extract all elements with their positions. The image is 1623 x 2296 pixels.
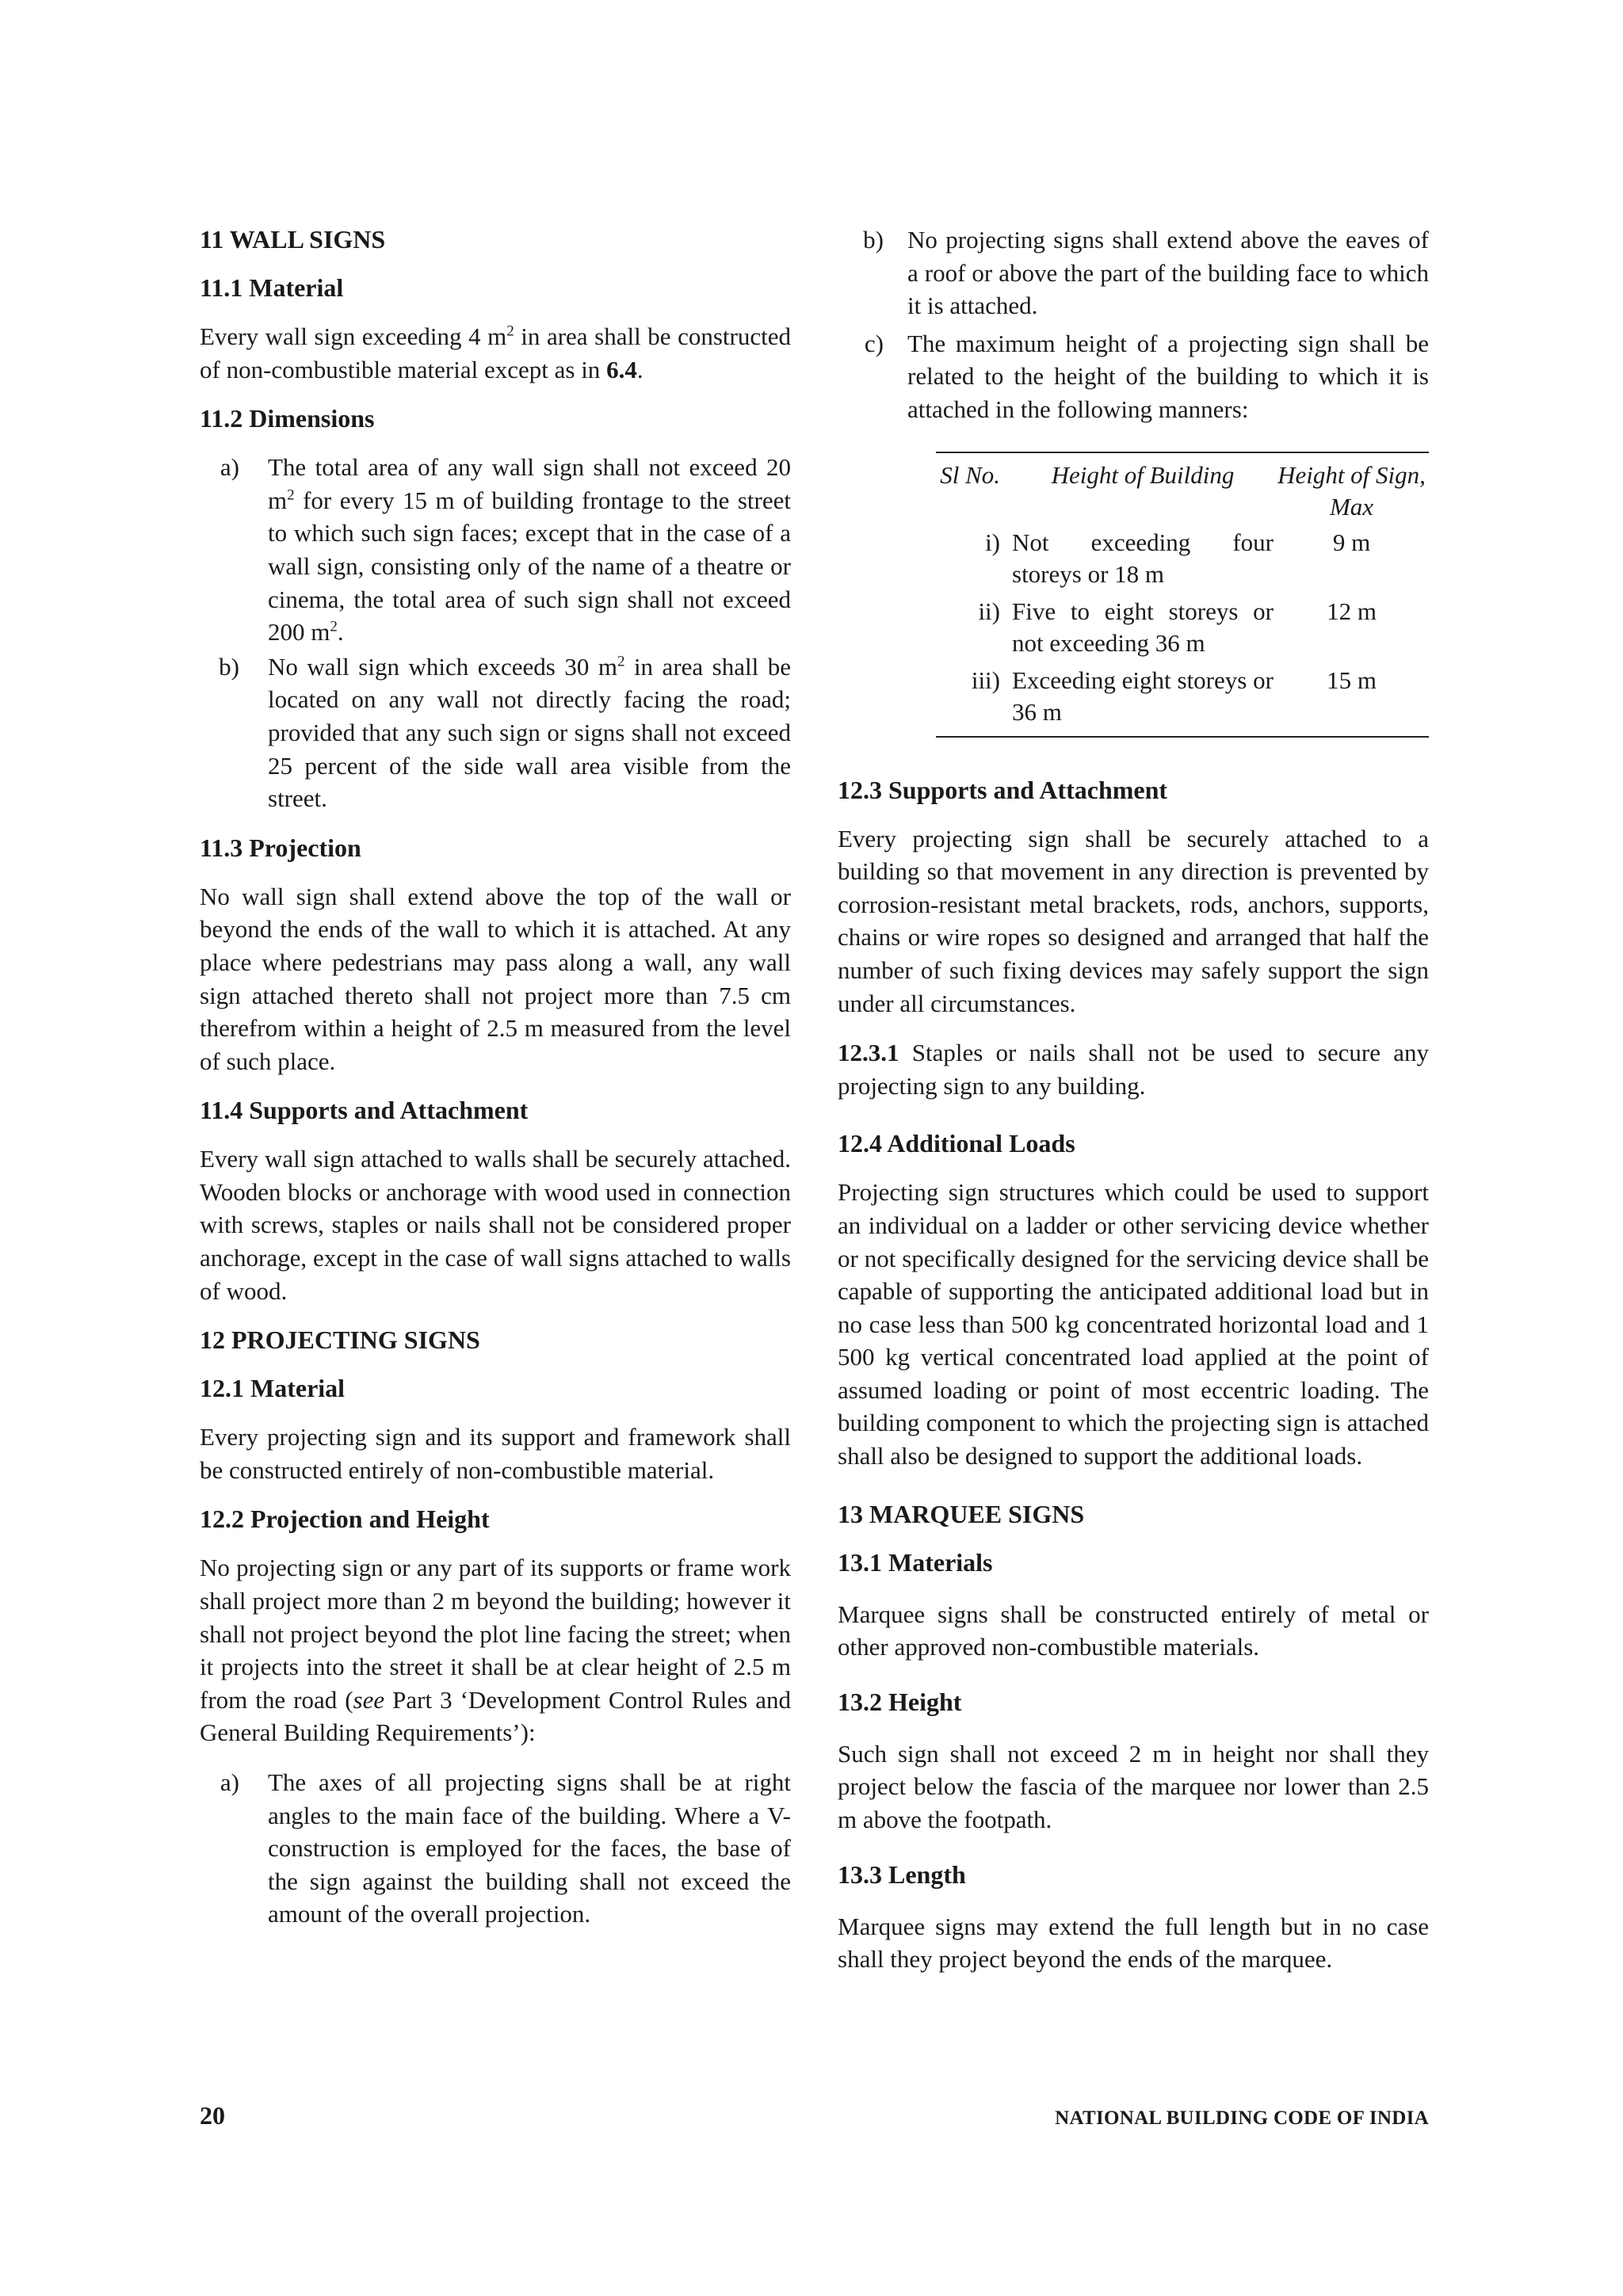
section-11-3-text: No wall sign shall extend above the top of the wall or beyond the ends of the wall to which it is attached. At any place where pedestrians may pass along a wall, any wall sign attached thereto shall not project more than 7.5 cm therefrom within a height of 2.5 m measured from the level of such place. <box>200 882 791 1075</box>
section-11-4-heading: 11.4 Supports and Attachment <box>200 1096 529 1125</box>
page-footer <box>200 2101 1429 2130</box>
right-column <box>838 223 1429 1993</box>
column-header-building-height: Height of Building <box>1051 460 1235 489</box>
table-cell-building: Five to eight storeys or not exceeding 36 m <box>1012 597 1274 657</box>
table-cell-sl: iii) <box>971 666 1000 694</box>
table-cell-building: Exceeding eight storeys or 36 m <box>1012 666 1274 726</box>
table-cell-building: Not exceeding four storeys or 18 m <box>1012 528 1274 588</box>
section-11-1-text: Every wall sign exceeding 4 $m^2$ in area shall be constructed of non-combustible material except as in 6.4. <box>200 322 791 383</box>
section-11-2-heading: 11.2 Dimensions <box>200 404 375 433</box>
section-11-3-heading: 11.3 Projection <box>200 833 361 862</box>
section-12-4-heading: 12.4 Additional Loads <box>838 1129 1075 1158</box>
table-row <box>936 595 1429 664</box>
section-12-2-list <box>200 1766 791 1931</box>
sign-height-table <box>936 452 1429 738</box>
list-item <box>838 327 1429 426</box>
list-item <box>200 451 791 649</box>
list-item <box>200 1766 791 1931</box>
section-12-1-heading: 12.1 Material <box>200 1374 346 1403</box>
section-12-3-heading: 12.3 Supports and Attachment <box>838 775 1168 804</box>
list-marker: a) <box>220 1768 239 1796</box>
list-marker: a) <box>220 453 239 482</box>
table-cell-sl: ii) <box>978 597 1000 625</box>
section-11-4-text: Every wall sign attached to walls shall be securely attached. Wooden blocks or anchorage with wood used in connection with screws, staples or nails shall not be considered proper anchorage, except in the case of wall signs attached to walls of wood. <box>200 1145 791 1305</box>
section-12-heading: 12 PROJECTING SIGNS <box>200 1325 480 1355</box>
list-item <box>838 223 1429 322</box>
list-item-text: No projecting signs shall extend above the eaves of a roof or above the part of the building face to which it is attached. <box>907 226 1429 320</box>
page-number: 20 <box>200 2101 225 2130</box>
table-cell-sl: i) <box>985 528 1000 556</box>
table-cell-sign: 9 m <box>1332 528 1371 556</box>
section-12-3-text: Every projecting sign shall be securely attached to a building so that movement in any direction is prevented by corrosion-resistant metal brackets, rods, anchors, supports, chains or wire ropes so designed and arranged that half the number of such fixing devices may safely support the sign under all circumstances. <box>838 824 1429 1017</box>
left-column <box>200 223 791 1947</box>
section-13-2-text: Such sign shall not exceed 2 m in height nor shall they project below the fascia of the marquee nor lower than 2.5 m above the footpath. <box>838 1739 1429 1834</box>
list-item <box>200 650 791 815</box>
section-12-4-text: Projecting sign structures which could be used to support an individual on a ladder or other servicing device whether or not specifically designed for the servicing device shall be capable of supporting the anticipated additional load but in no case less than 500 kg concentrated horizontal load and 1 500 kg vertical concentrated load applied at the point of assumed loading or point of most eccentric loading. The building component to which the projecting sign is attached shall also be designed to support the additional loads. <box>838 1178 1429 1470</box>
section-12-3-1-text: 12.3.1 Staples or nails shall not be used to secure any projecting sign to any building. <box>838 1039 1429 1100</box>
column-header-sign-height: Height of Sign, Max <box>1277 460 1426 521</box>
column-header-sl-no: Sl No. <box>940 460 1000 489</box>
table-header-row <box>936 452 1429 526</box>
table-row <box>936 526 1429 595</box>
list-item-text: The maximum height of a projecting sign shall be related to the height of the building to which it is attached in the following manners: <box>907 329 1429 423</box>
list-marker: b) <box>219 652 239 681</box>
publication-title: NATIONAL BUILDING CODE OF INDIA <box>1055 2107 1429 2129</box>
list-marker: c) <box>864 329 884 357</box>
section-12-1-text: Every projecting sign and its support and framework shall be constructed entirely of non-combustible material. <box>200 1423 791 1484</box>
table-cell-sign: 15 m <box>1327 666 1377 694</box>
list-item-text: No wall sign which exceeds 30 $m^2$ in area shall be located on any wall not directly facing the road; provided that any such sign or signs shall not exceed 25 percent of the side wall area visible from the street. <box>268 652 791 813</box>
section-12-2-list-continued <box>838 223 1429 426</box>
table-cell-sign: 12 m <box>1327 597 1377 625</box>
section-13-1-text: Marquee signs shall be constructed entirely of metal or other approved non-combustible materials. <box>838 1600 1429 1661</box>
section-11-heading: 11 WALL SIGNS <box>200 225 386 254</box>
list-item-text: The axes of all projecting signs shall be at right angles to the main face of the building. Where a V-construction is employed for the faces, the base of the sign against the building shall not exceed the amount of the overall projection. <box>268 1768 791 1928</box>
section-13-heading: 13 MARQUEE SIGNS <box>838 1499 1085 1528</box>
section-12-2-text: No projecting sign or any part of its supports or frame work shall project more than 2 m beyond the building; however it shall not project beyond the plot line facing the street; when it projects into the street it shall be at clear height of 2.5 m from the road (see Part 3 ‘Development Control Rules and General Building Requirements’): <box>200 1554 791 1747</box>
section-13-2-heading: 13.2 Height <box>838 1687 962 1716</box>
section-12-2-heading: 12.2 Projection and Height <box>200 1505 490 1534</box>
list-marker: b) <box>863 226 884 254</box>
section-13-3-heading: 13.3 Length <box>838 1859 966 1889</box>
section-13-3-text: Marquee signs may extend the full length but in no case shall they project beyond the ends of the marquee. <box>838 1912 1429 1974</box>
section-11-1-heading: 11.1 Material <box>200 273 344 302</box>
section-11-2-list <box>200 451 791 815</box>
section-13-1-heading: 13.1 Materials <box>838 1547 993 1577</box>
table-row <box>936 664 1429 737</box>
list-item-text: The total area of any wall sign shall not exceed 20 $m^2$ for every 15 m of building frontage to the street to which such sign faces; except that in the case of a wall sign, consisting only of the name of a theatre or cinema, the total area of such sign shall not exceed 200 $m^2$. <box>268 453 791 646</box>
